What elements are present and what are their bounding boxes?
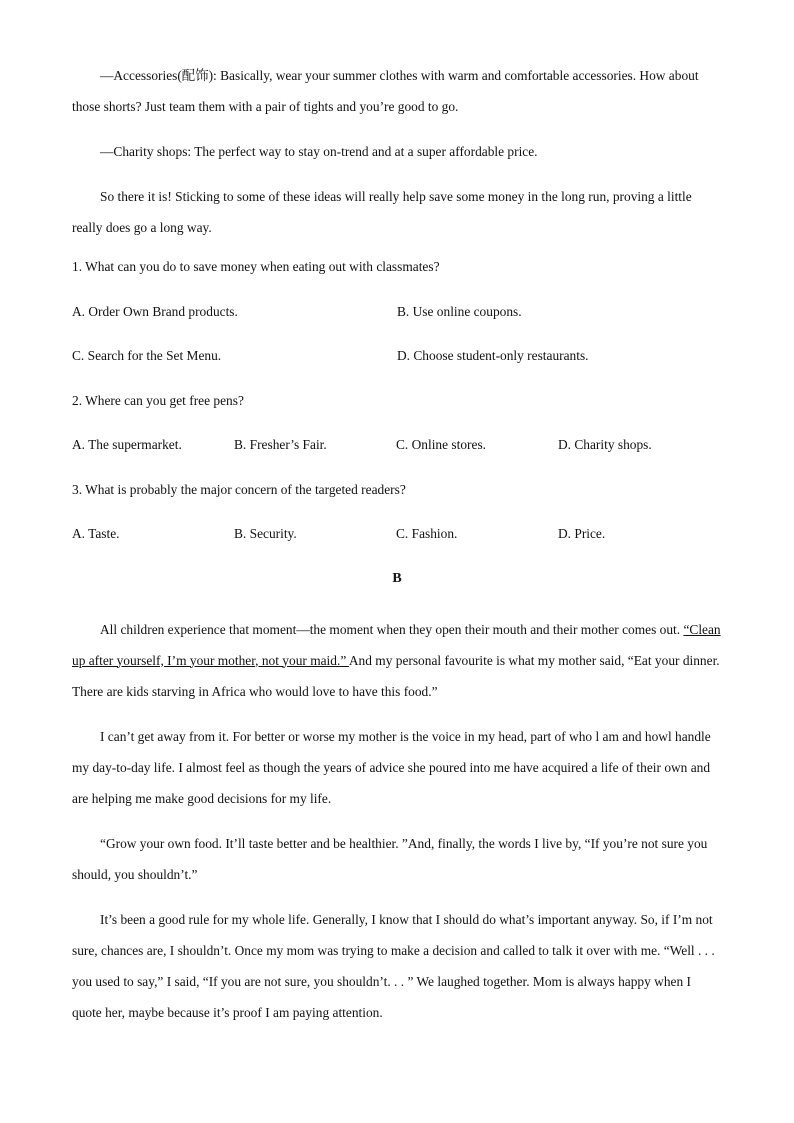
question-1-options-row-2 <box>72 346 722 366</box>
question-3-option-c: C. Fashion. <box>396 526 458 541</box>
question-2-stem: 2. Where can you get free pens? <box>72 392 244 408</box>
question-1-option-a: A. Order Own Brand products. <box>72 303 238 319</box>
passage-b-paragraph-4: It’s been a good rule for my whole life. Generally, I know that I should do what’s important anyway. So, if I’m not sure, chances are, I shouldn’t. Once my mom was trying to make a decision and called to talk it over with me. “Well . . . you used to say,” I said, “If you are not sure, you shouldn’t. . . ” We laughed together. Mom is always happy when I quote her, maybe because it’s proof I am paying attention. <box>72 911 715 1020</box>
passage-b-paragraph-1 <box>72 614 722 707</box>
question-2-option-c: C. Online stores. <box>396 437 487 452</box>
question-2-options <box>72 435 722 455</box>
question-3-option-b: B. Security. <box>234 526 297 541</box>
question-1-option-d: D. Choose student-only restaurants. <box>397 348 589 363</box>
question-2-option-b: B. Fresher’s Fair. <box>234 437 327 452</box>
question-2-option-d: D. Charity shops. <box>558 437 652 452</box>
question-1-stem: 1. What can you do to save money when eating out with classmates? <box>72 259 440 274</box>
question-1-option-b: B. Use online coupons. <box>397 303 522 319</box>
passage-b-p1-start: All children experience that moment—the moment when they open their mouth and their mother comes out. <box>100 621 684 637</box>
document-page <box>72 60 722 1042</box>
question-1-option-c: C. Search for the Set Menu. <box>72 348 222 363</box>
question-3-option-d: D. Price. <box>558 526 606 541</box>
underlined-quote: “Clean up after yourself, I’m your mother, not your maid.” <box>72 621 721 668</box>
paragraph-charity-shops: —Charity shops: The perfect way to stay on-trend and at a super affordable price. <box>100 144 538 159</box>
question-3-options <box>72 524 722 544</box>
section-heading-b: B <box>392 570 402 586</box>
passage-b-p1-end: And my personal favourite is what my mother said, “Eat your dinner. There are kids starving in Africa who would love to have this food.” <box>72 652 720 699</box>
question-3-option-a: A. Taste. <box>72 526 120 541</box>
paragraph-conclusion: So there it is! Sticking to some of these ideas will really help save some money in the long run, proving a little really does go a long way. <box>72 189 692 235</box>
paragraph-accessories: —Accessories(配饰): Basically, wear your summer clothes with warm and comfortable accessories. How about those shorts? Just team them with a pair of tights and you’re good to go. <box>72 68 699 114</box>
passage-b-paragraph-3: “Grow your own food. It’ll taste better and be healthier. ”And, finally, the words I live by, “If you’re not sure you should, you shouldn’t.” <box>72 835 708 882</box>
question-1-options-row-1 <box>72 302 722 322</box>
question-3-stem: 3. What is probably the major concern of the targeted readers? <box>72 481 406 497</box>
passage-b-paragraph-2: I can’t get away from it. For better or worse my mother is the voice in my head, part of who l am and howl handle my day-to-day life. I almost feel as though the years of advice she poured into me have acquired a life of their own and are helping me make good decisions for my life. <box>72 728 711 806</box>
question-2-option-a: A. The supermarket. <box>72 437 182 452</box>
